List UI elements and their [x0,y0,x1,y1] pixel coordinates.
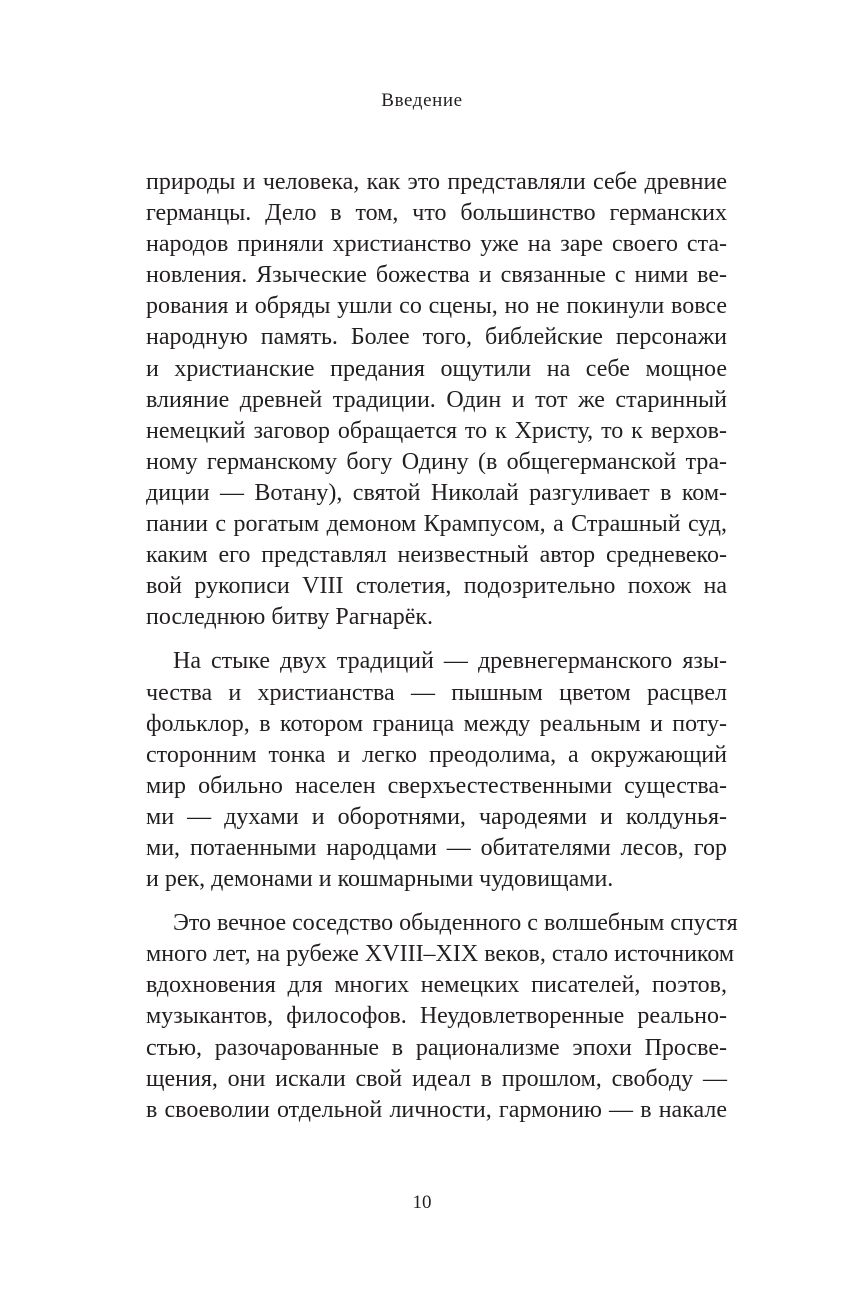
text-line: диции — Вотану), святой Николай разгуливает в ком- [146,479,727,506]
text-line: природы и человека, как это представляли себе древние [146,169,727,195]
text-line: пании с рогатым демоном Крампусом, а Страшный суд, [146,511,727,538]
text-line: Это вечное соседство обыденного с волшебным спустя [173,910,738,937]
text-line: народов приняли христианство уже на заре своего ста- [146,231,727,258]
text-line: новления. Языческие божества и связанные с ними ве- [146,262,727,289]
text-line: много лет, на рубеже XVIII–XIX веков, стало источником [146,941,735,968]
text-line: сторонним тонка и легко преодолима, а окружающий [146,741,727,768]
text-line: германцы. Дело в том, что большинство германских [146,200,727,227]
text-line: стью, разочарованные в рационализме эпохи Просве- [146,1034,727,1061]
text-line: фольклор, в котором граница между реальным и поту- [146,710,727,737]
text-line: немецкий заговор обращается то к Христу, то к верхов- [146,417,727,444]
text-line: последнюю битву Рагнарёк. [146,604,434,631]
text-line: ми — духами и оборотнями, чародеями и колдунья- [146,803,727,830]
text-line: музыкантов, философов. Неудовлетворенные реально- [146,1003,727,1030]
text-line: каким его представлял неизвестный автор средневеко- [146,542,727,569]
text-line: мир обильно населен сверхъестественными существа- [146,772,727,799]
text-line: вой рукописи VIII столетия, подозрительно похож на [146,573,727,600]
text-line: и рек, демонами и кошмарными чудовищами. [146,866,614,893]
text-line: народную память. Более того, библейские персонажи [146,324,727,351]
text-line: влияние древней традиции. Один и тот же старинный [146,386,727,413]
text-line: и христианские предания ощутили на себе мощное [146,355,727,382]
text-line: вдохновения для многих немецких писателей, поэтов, [146,972,727,999]
text-line: чества и христианства — пышным цветом расцвел [146,679,727,706]
text-line: щения, они искали свой идеал в прошлом, свободу — [146,1065,727,1092]
text-line: рования и обряды ушли со сцены, но не покинули вовсе [146,293,727,320]
page-number: 10 [412,1192,432,1213]
paragraph-gap [146,895,727,908]
text-line: На стыке двух традиций — древнегерманского язы- [173,648,727,675]
text-line: ми, потаенными народцами — обитателями лесов, гор [146,834,727,861]
text-line: в своеволии отдельной личности, гармонию — в накале [146,1096,727,1123]
paragraph-gap [146,633,727,646]
running-head: Введение [381,90,463,111]
paragraph-1 [146,167,727,633]
paragraph-3 [146,908,738,1126]
body-text [146,167,738,1126]
paragraph-2 [146,646,727,895]
text-line: ному германскому богу Одину (в общегерманской тра- [146,448,727,475]
